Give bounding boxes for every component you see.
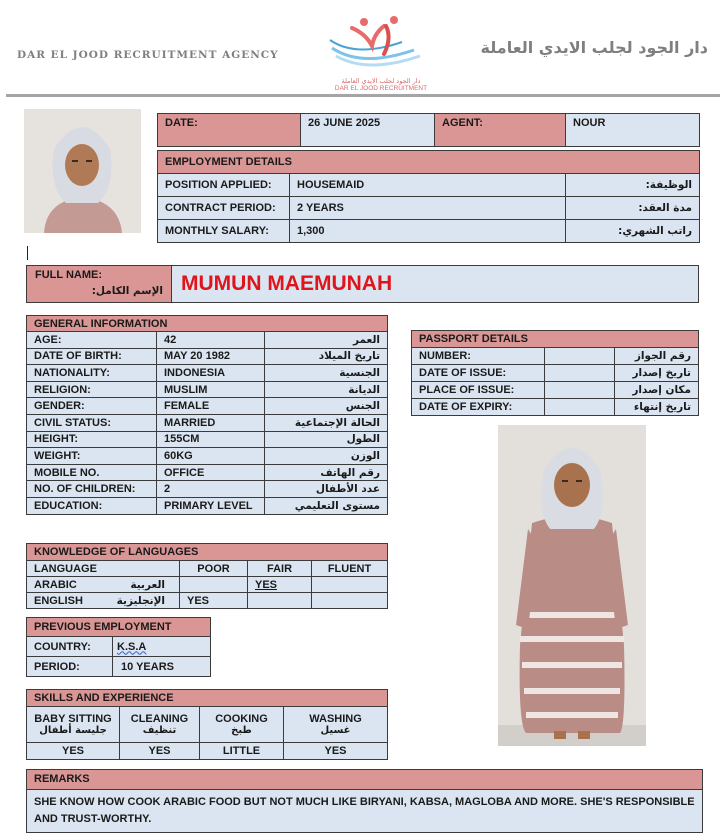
employment-title: EMPLOYMENT DETAILS — [158, 151, 700, 174]
gender-value: FEMALE — [157, 398, 265, 415]
mobile-label-ar: رقم الهاتف — [265, 464, 388, 481]
nationality-label-ar: الجنسية — [265, 365, 388, 382]
age-label: AGE: — [27, 332, 157, 349]
contract-value: 2 YEARS — [290, 197, 566, 220]
weight-label: WEIGHT: — [27, 448, 157, 465]
general-row — [27, 398, 388, 415]
weight-label-ar: الوزن — [265, 448, 388, 465]
employment-details-table — [157, 150, 700, 243]
children-value: 2 — [157, 481, 265, 498]
expiry-date-label: DATE OF EXPIRY: — [412, 399, 545, 416]
skills-title: SKILLS AND EXPERIENCE — [27, 690, 388, 707]
language-arabic — [27, 577, 180, 593]
skill-washing-value: YES — [284, 743, 388, 760]
skill-cooking-en: COOKING — [215, 713, 268, 725]
education-label: EDUCATION: — [27, 497, 157, 514]
contract-label: CONTRACT PERIOD: — [158, 197, 290, 220]
passport-number-label: NUMBER: — [412, 348, 545, 365]
previous-employment-table — [26, 617, 211, 677]
date-agent-table — [157, 113, 700, 147]
gender-label-ar: الجنس — [265, 398, 388, 415]
passport-title: PASSPORT DETAILS — [412, 331, 699, 348]
gender-label: GENDER: — [27, 398, 157, 415]
fair-header: FAIR — [248, 561, 312, 577]
religion-value: MUSLIM — [157, 381, 265, 398]
issue-date-label: DATE OF ISSUE: — [412, 365, 545, 382]
language-arabic-ar: العربية — [130, 578, 165, 591]
children-label-ar: عدد الأطفال — [265, 481, 388, 498]
salary-value: 1,300 — [290, 220, 566, 243]
previous-country-label: COUNTRY: — [27, 637, 113, 657]
previous-employment-title: PREVIOUS EMPLOYMENT — [27, 618, 211, 637]
logo-text-en: DAR EL JOOD RECRUITMENT — [334, 85, 428, 92]
height-value: 155CM — [157, 431, 265, 448]
passport-number-value — [545, 348, 615, 365]
religion-label: RELIGION: — [27, 381, 157, 398]
issue-date-value — [545, 365, 615, 382]
skill-baby-sitting — [27, 707, 120, 743]
agency-name-ar: دار الجود لجلب الايدي العاملة — [480, 38, 708, 57]
nationality-value: INDONESIA — [157, 365, 265, 382]
english-poor: YES — [180, 593, 248, 609]
mobile-label: MOBILE NO. — [27, 464, 157, 481]
agent-label: AGENT: — [435, 114, 566, 147]
date-label: DATE: — [158, 114, 301, 147]
general-row — [27, 448, 388, 465]
general-row — [27, 481, 388, 498]
general-info-table — [26, 315, 388, 515]
position-value: HOUSEMAID — [290, 174, 566, 197]
full-name-label-cell — [26, 265, 172, 303]
full-name-label: FULL NAME: — [35, 269, 103, 281]
skill-cleaning-value: YES — [120, 743, 200, 760]
height-label: HEIGHT: — [27, 431, 157, 448]
applicant-portrait-photo — [24, 109, 141, 233]
agent-value: NOUR — [566, 114, 700, 147]
age-label-ar: العمر — [265, 332, 388, 349]
skill-baby-sitting-en: BABY SITTING — [34, 713, 112, 725]
salary-label-ar: راتب الشهري: — [566, 220, 700, 243]
contract-label-ar: مدة العقد: — [566, 197, 700, 220]
language-header: LANGUAGE — [27, 561, 180, 577]
skill-cleaning-en: CLEANING — [130, 713, 189, 725]
skill-cooking — [200, 707, 284, 743]
language-arabic-en: ARABIC — [34, 578, 77, 591]
previous-country-value: K.S.A — [113, 637, 211, 657]
logo-text-ar: دار الجود لجلب الايدي العاملة — [341, 77, 421, 85]
general-row — [27, 431, 388, 448]
issue-date-label-ar: تاريخ إصدار — [615, 365, 699, 382]
expiry-date-value — [545, 399, 615, 416]
arabic-poor — [180, 577, 248, 593]
full-name-value: MUMUN MAEMUNAH — [181, 272, 393, 295]
issue-place-label: PLACE OF ISSUE: — [412, 382, 545, 399]
skill-cleaning-ar: تنظيف — [142, 725, 177, 736]
fluent-header: FLUENT — [312, 561, 388, 577]
general-row — [27, 414, 388, 431]
position-label: POSITION APPLIED: — [158, 174, 290, 197]
religion-label-ar: الديانة — [265, 381, 388, 398]
dob-value: MAY 20 1982 — [157, 348, 265, 365]
skill-cleaning — [120, 707, 200, 743]
general-row — [27, 332, 388, 349]
skills-table — [26, 689, 388, 760]
previous-period-value: 10 YEARS — [113, 657, 211, 677]
remarks-text: SHE KNOW HOW COOK ARABIC FOOD BUT NOT MUCH LIKE BIRYANI, KABSA, MAGLOBA AND MORE. SHE'S RESPONSIBLE AND TRUST-WORTHY. — [26, 789, 703, 833]
skill-washing-en: WASHING — [309, 713, 362, 725]
language-english-en: ENGLISH — [34, 594, 83, 607]
languages-table — [26, 543, 388, 609]
position-label-ar: الوظيفة: — [566, 174, 700, 197]
mobile-value: OFFICE — [157, 464, 265, 481]
general-row — [27, 348, 388, 365]
children-label: NO. OF CHILDREN: — [27, 481, 157, 498]
civil-status-value: MARRIED — [157, 414, 265, 431]
poor-header: POOR — [180, 561, 248, 577]
issue-place-value — [545, 382, 615, 399]
agency-name-en: DAR EL JOOD RECRUITMENT AGENCY — [17, 49, 279, 61]
expiry-date-label-ar: تاريخ إنتهاء — [615, 399, 699, 416]
education-value: PRIMARY LEVEL — [157, 497, 265, 514]
civil-status-label: CIVIL STATUS: — [27, 414, 157, 431]
skill-baby-sitting-ar: جليسة أطفال — [39, 725, 107, 736]
nationality-label: NATIONALITY: — [27, 365, 157, 382]
header-divider — [6, 94, 720, 97]
height-label-ar: الطول — [265, 431, 388, 448]
weight-value: 60KG — [157, 448, 265, 465]
agency-logo — [322, 12, 440, 94]
languages-title: KNOWLEDGE OF LANGUAGES — [27, 544, 388, 561]
general-info-title: GENERAL INFORMATION — [27, 316, 388, 332]
skill-washing — [284, 707, 388, 743]
date-value: 26 JUNE 2025 — [301, 114, 435, 147]
full-name-label-ar: الإسم الكامل: — [91, 285, 163, 297]
arabic-fluent — [312, 577, 388, 593]
logo-graphic — [322, 12, 440, 74]
previous-period-label: PERIOD: — [27, 657, 113, 677]
general-row — [27, 464, 388, 481]
cursor-mark — [27, 246, 28, 260]
passport-details-table — [411, 330, 699, 416]
general-row — [27, 365, 388, 382]
general-row — [27, 497, 388, 514]
passport-number-label-ar: رقم الجواز — [615, 348, 699, 365]
remarks-title: REMARKS — [26, 769, 703, 790]
english-fluent — [312, 593, 388, 609]
english-fair — [248, 593, 312, 609]
age-value: 42 — [157, 332, 265, 349]
education-label-ar: مستوى التعليمي — [265, 497, 388, 514]
skill-washing-ar: غسيل — [320, 725, 351, 736]
dob-label: DATE OF BIRTH: — [27, 348, 157, 365]
skill-cooking-value: LITTLE — [200, 743, 284, 760]
arabic-fair: YES — [248, 577, 312, 593]
issue-place-label-ar: مكان إصدار — [615, 382, 699, 399]
language-english — [27, 593, 180, 609]
full-name-value-cell — [171, 265, 699, 303]
dob-label-ar: تاريخ الميلاد — [265, 348, 388, 365]
civil-status-label-ar: الحالة الإجتماعية — [265, 414, 388, 431]
applicant-full-body-photo — [498, 425, 646, 746]
salary-label: MONTHLY SALARY: — [158, 220, 290, 243]
language-english-ar: الإنجليزية — [116, 594, 165, 607]
skill-cooking-ar: طبخ — [231, 725, 252, 736]
skill-baby-sitting-value: YES — [27, 743, 120, 760]
general-row — [27, 381, 388, 398]
